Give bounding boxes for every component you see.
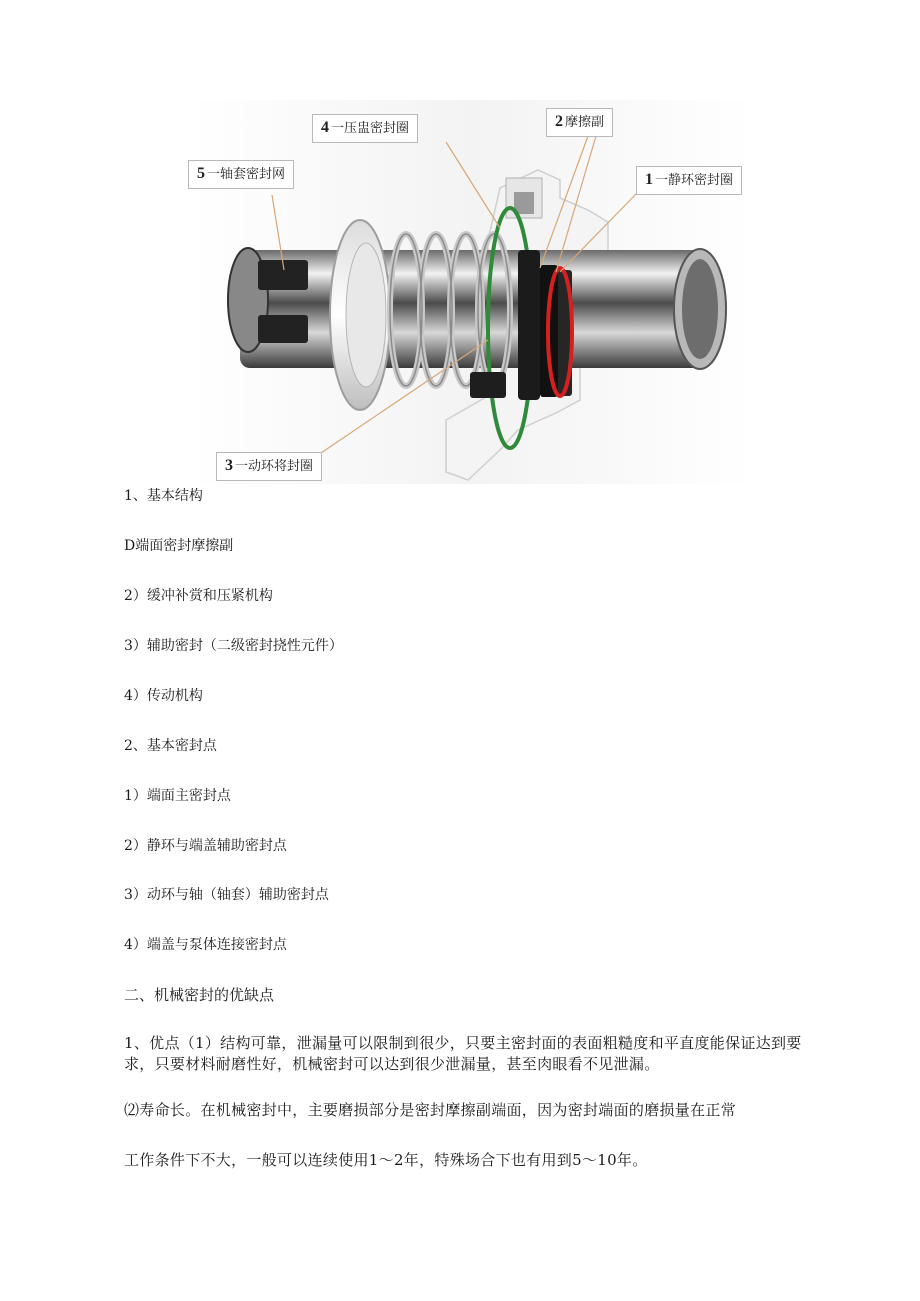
callout-number: 3: [225, 457, 233, 474]
list-item: D端面密封摩擦副: [124, 538, 234, 554]
paragraph-advantages: 1、优点（1）结构可靠，泄漏量可以限制到很少，只要主密封面的表面粗糙度和平直度能保证达到要求，只要材料耐磨性好，机械密封可以达到很少泄漏量，甚至肉眼看不见泄漏。: [124, 1034, 802, 1073]
callout-label: 一轴套密封网: [207, 167, 286, 182]
seal-illustration: [188, 100, 756, 484]
callout-gland-seal: [312, 114, 418, 143]
callout-number: 2: [555, 113, 563, 130]
list-item: 3）辅助密封（二级密封挠性元件）: [124, 638, 343, 654]
callout-number: 5: [197, 165, 205, 182]
callout-number: 4: [321, 119, 329, 136]
callout-friction-pair: [546, 108, 613, 137]
paragraph-long-life: ⑵寿命长。在机械密封中，主要磨损部分是密封摩擦副端面，因为密封端面的磨损量在正常: [124, 1101, 737, 1119]
callout-label: 一压盅密封圈: [331, 121, 410, 136]
callout-rotating-ring-seal: [216, 452, 322, 481]
list-item: 2）静环与端盖辅助密封点: [124, 838, 287, 854]
mechanical-seal-figure: [188, 100, 756, 484]
callout-stationary-ring-seal: [636, 166, 742, 195]
callout-label: 摩擦副: [565, 115, 605, 130]
callout-label: 一静环密封圈: [655, 173, 734, 188]
section-heading: 二、机械密封的优缺点: [124, 986, 275, 1004]
list-item: 3）动环与轴（轴套）辅助密封点: [124, 887, 329, 903]
callout-number: 1: [645, 171, 653, 188]
list-item: 1）端面主密封点: [124, 788, 231, 804]
list-item: 2）缓冲补赏和压紧机构: [124, 588, 273, 604]
list-item: 4）传动机构: [124, 688, 203, 704]
callout-sleeve-seal: [188, 160, 294, 189]
paragraph-long-life-cont: 工作条件下不大，一般可以连续使用1～2年，特殊场合下也有用到5～10年。: [124, 1151, 648, 1169]
callout-label: 一动环将封圈: [235, 459, 314, 474]
heading-basic-structure: 1、基本结构: [124, 488, 203, 504]
list-item: 4）端盖与泵体连接密封点: [124, 937, 287, 953]
heading-basic-seal-points: 2、基本密封点: [124, 738, 217, 754]
